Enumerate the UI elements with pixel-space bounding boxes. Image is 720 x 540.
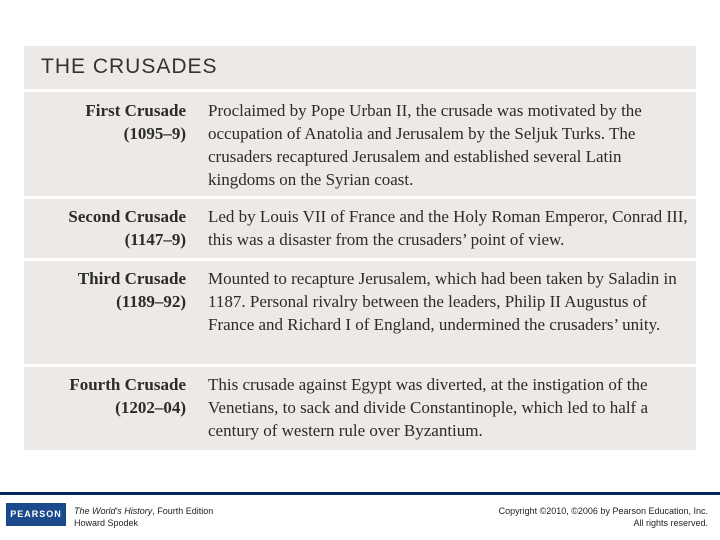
rights-text: All rights reserved. bbox=[633, 518, 708, 528]
crusade-name: Third Crusade bbox=[77, 269, 186, 288]
table-row bbox=[24, 89, 696, 196]
book-title: The World's History bbox=[74, 506, 153, 516]
table-header bbox=[24, 46, 696, 89]
crusade-name: First Crusade bbox=[85, 101, 186, 120]
table-title: THE CRUSADES bbox=[41, 55, 218, 78]
crusade-name-cell bbox=[68, 205, 186, 251]
table-row bbox=[24, 364, 696, 450]
crusade-name: Fourth Crusade bbox=[69, 375, 186, 394]
crusade-description: Mounted to recapture Jerusalem, which had been taken by Saladin in 1187. Personal rivalry between the leaders, Philip II Augustus of France and Richard I of England, undermined the crusaders’ unity. bbox=[208, 269, 677, 334]
footer-copyright bbox=[499, 505, 708, 529]
footer-book-info bbox=[74, 505, 213, 529]
footer-divider bbox=[0, 492, 720, 495]
crusade-description: This crusade against Egypt was diverted, at the instigation of the Venetians, to sack and divide Constantinople, which led to half a century of western rule over Byzantium. bbox=[208, 375, 649, 440]
crusade-dates: (1147–9) bbox=[124, 230, 186, 249]
crusade-name-cell bbox=[78, 267, 186, 313]
crusade-description: Led by Louis VII of France and the Holy Roman Emperor, Conrad III, this was a disaster from the crusaders’ point of view. bbox=[208, 207, 688, 249]
pearson-logo: PEARSON bbox=[6, 503, 66, 526]
crusades-table bbox=[24, 46, 696, 450]
crusade-description: Proclaimed by Pope Urban II, the crusade was motivated by the occupation of Anatolia and Jerusalem by the Seljuk Turks. The crusaders recaptured Jerusalem and established several Latin kingdoms on the Syrian coast. bbox=[208, 101, 642, 189]
table-row bbox=[24, 258, 696, 364]
crusade-name-cell bbox=[69, 373, 186, 419]
copyright-text: Copyright ©2010, ©2006 by Pearson Education, Inc. bbox=[498, 506, 708, 516]
crusade-dates: (1095–9) bbox=[123, 124, 186, 143]
book-author: Howard Spodek bbox=[74, 518, 139, 528]
table-row bbox=[24, 196, 696, 258]
book-edition: , Fourth Edition bbox=[152, 506, 214, 516]
crusade-name-cell bbox=[85, 99, 186, 145]
crusade-name: Second Crusade bbox=[68, 207, 186, 226]
crusade-dates: (1189–92) bbox=[116, 292, 186, 311]
crusade-dates: (1202–04) bbox=[115, 398, 186, 417]
